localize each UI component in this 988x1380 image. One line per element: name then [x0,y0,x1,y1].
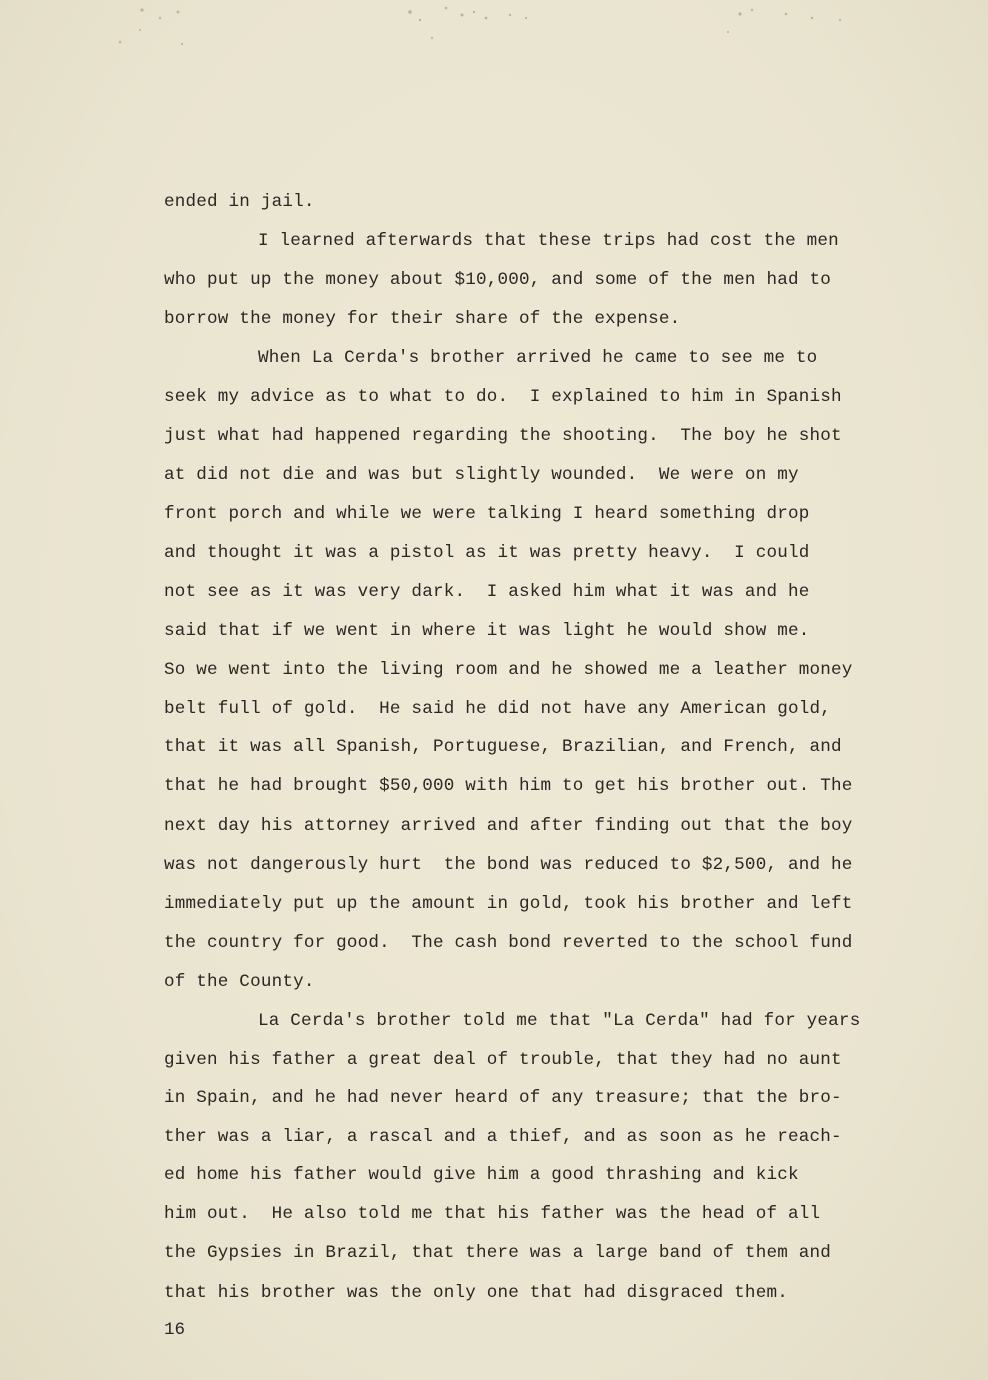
text-line: not see as it was very dark. I asked him what it was and he [164,582,810,602]
text-line: La Cerda's brother told me that "La Cerda" had for years [258,1011,861,1031]
text-line: the country for good. The cash bond reverted to the school fund [164,933,853,953]
text-line: that he had brought $50,000 with him to get his brother out. The [164,776,853,796]
text-line: immediately put up the amount in gold, took his brother and left [164,894,853,914]
text-line: of the County. [164,972,315,992]
text-line: that it was all Spanish, Portuguese, Brazilian, and French, and [164,737,842,757]
text-line: said that if we went in where it was light he would show me. [164,621,810,641]
text-line: ed home his father would give him a good thrashing and kick [164,1165,799,1185]
text-line: at did not die and was but slightly wounded. We were on my [164,465,799,485]
text-line: him out. He also told me that his father was the head of all [164,1204,821,1224]
text-line: and thought it was a pistol as it was pretty heavy. I could [164,543,810,563]
text-line: When La Cerda's brother arrived he came to see me to [258,348,818,368]
text-line: ther was a liar, a rascal and a thief, and as soon as he reach- [164,1127,842,1147]
text-line: borrow the money for their share of the expense. [164,309,681,329]
text-line: that his brother was the only one that had disgraced them. [164,1283,788,1303]
text-line: given his father a great deal of trouble, that they had no aunt [164,1050,842,1070]
paper-specks [0,0,988,60]
page-number: 16 [164,1320,186,1340]
text-line: next day his attorney arrived and after finding out that the boy [164,816,853,836]
text-line: I learned afterwards that these trips had cost the men [258,231,839,251]
text-line: was not dangerously hurt the bond was reduced to $2,500, and he [164,855,853,875]
text-line: ended in jail. [164,192,315,212]
text-line: in Spain, and he had never heard of any treasure; that the bro- [164,1088,842,1108]
text-line: belt full of gold. He said he did not have any American gold, [164,699,831,719]
text-line: seek my advice as to what to do. I explained to him in Spanish [164,387,842,407]
text-line: So we went into the living room and he showed me a leather money [164,660,853,680]
text-line: front porch and while we were talking I heard something drop [164,504,810,524]
text-line: just what had happened regarding the shooting. The boy he shot [164,426,842,446]
text-line: who put up the money about $10,000, and some of the men had to [164,270,831,290]
text-line: the Gypsies in Brazil, that there was a large band of them and [164,1243,831,1263]
